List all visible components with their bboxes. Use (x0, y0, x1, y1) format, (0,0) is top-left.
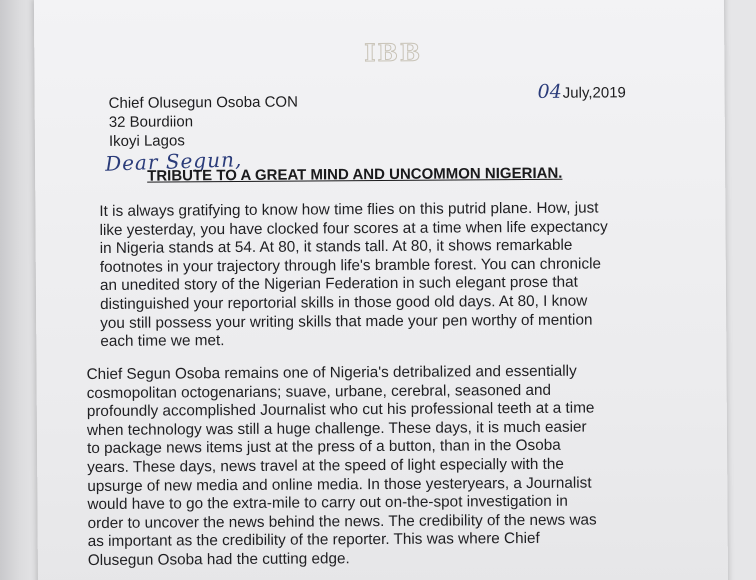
recipient-name: Chief Olusegun Osoba CON (108, 93, 298, 112)
paragraph-2 (86, 363, 596, 571)
letterhead-logo: IBB (364, 37, 423, 68)
paragraph-line: as important as the credibility of the reporter. This was where Chief (87, 530, 540, 551)
paragraph-1 (99, 199, 608, 351)
recipient-street: 32 Bourdiion (108, 113, 194, 131)
paragraph-line: footnotes in your trajectory through life's bramble forest. You can chronicle (99, 255, 602, 276)
paragraph-line: upsurge of new media and online media. In those yesteryears, a Journalist (87, 474, 592, 495)
paragraph-line: cosmopolitan octogenarians; suave, urbane, cerebral, seasoned and (86, 381, 552, 402)
paragraph-line: when technology was still a huge challenge. These days, it is much easier (86, 418, 587, 439)
paragraph-line: you still possess your writing skills that made your pen worthy of mention (100, 311, 593, 332)
paragraph-line: years. These days, news travel at the speed of light especially with the (87, 455, 564, 477)
handwritten-day: 04 (537, 80, 562, 103)
paragraph-line: It is always gratifying to know how time flies on this putrid plane. How, just (99, 199, 599, 220)
paragraph-line: Olusegun Osoba had the cutting edge. (87, 550, 350, 569)
paragraph-line: to package news items just at the press of a button, than in the Osoba (87, 437, 561, 458)
letter-subject: TRIBUTE TO A GREAT MIND AND UNCOMMON NIGERIAN. (147, 164, 563, 185)
paragraph-line: distinguished your reportorial skills in those good old days. At 80, I know (99, 292, 588, 313)
letter-page (34, 0, 728, 580)
handwritten-salutation: Dear Segun, (104, 147, 243, 176)
paragraph-line: Chief Segun Osoba remains one of Nigeria's detribalized and essentially (86, 362, 577, 384)
paragraph-line: profoundly accomplished Journalist who cut his professional teeth at a time (86, 399, 595, 421)
paragraph-line: in Nigeria stands at 54. At 80, it stands tall. At 80, it shows remarkable (99, 236, 573, 258)
paragraph-line: each time we met. (100, 332, 225, 351)
paragraph-line: like yesterday, you have clocked four scores at a time when life expectancy (99, 218, 608, 239)
paragraph-line: would have to go the extra-mile to carry out on-the-spot investigation in (87, 492, 568, 514)
paragraph-line: an unedited story of the Nigerian Federation in such elegant prose that (99, 274, 578, 295)
typed-date: July,2019 (562, 84, 626, 102)
letter-date (538, 80, 626, 103)
recipient-city: Ikoyi Lagos (108, 132, 185, 150)
paragraph-line: order to uncover the news behind the news. The credibility of the news was (87, 511, 597, 532)
